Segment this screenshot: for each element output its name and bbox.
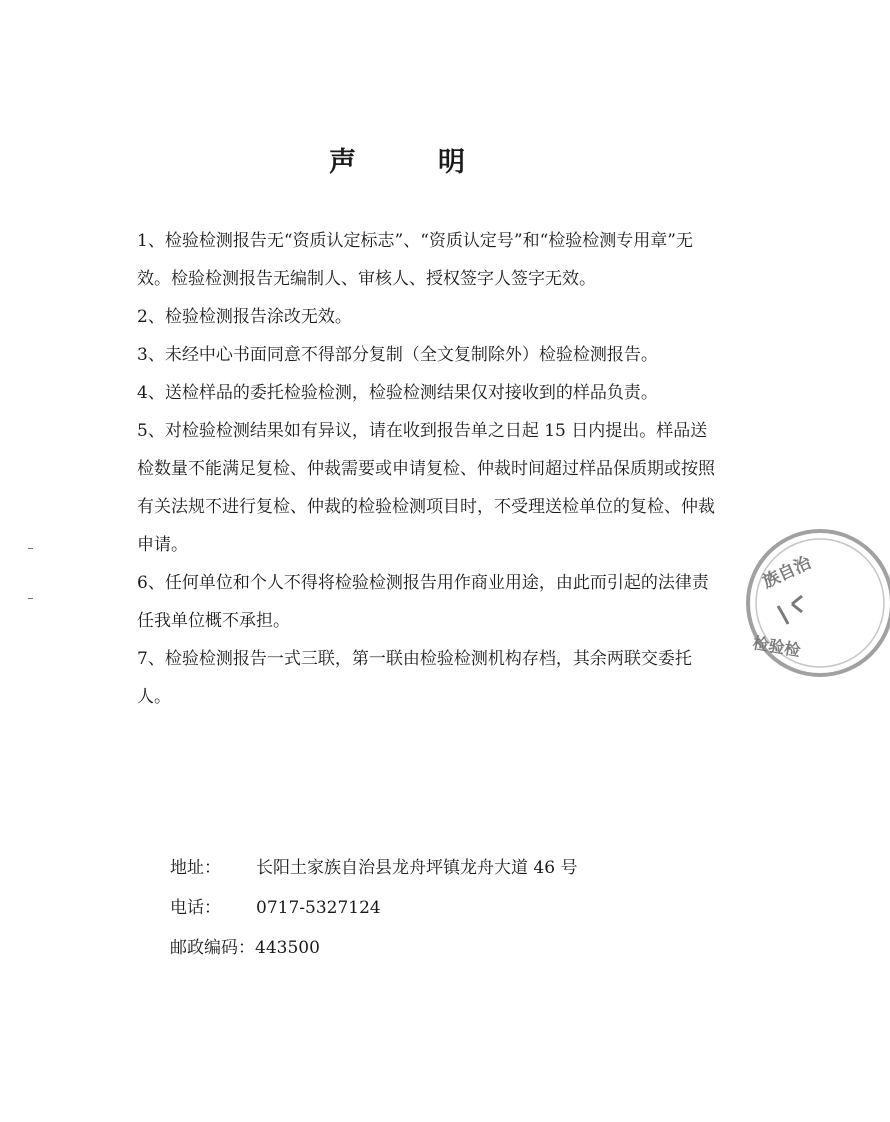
official-seal-stamp	[740, 518, 890, 688]
phone-row	[170, 888, 577, 928]
margin-mark	[28, 548, 33, 549]
svg-text:族自治: 族自治	[759, 552, 815, 593]
clause-1: 1、检验检测报告无“资质认定标志”、“资质认定号”和“检验检测专用章”无效。检验检测报告无编制人、审核人、授权签字人签字无效。	[137, 231, 693, 289]
declaration-body	[137, 222, 719, 716]
page-title	[0, 140, 794, 179]
title-char-left: 声	[329, 147, 356, 178]
clause-5: 5、对检验检测结果如有异议，请在收到报告单之日起 15 日内提出。样品送检数量不能满足复检、仲裁需要或申请复检、仲裁时间超过样品保质期或按照有关法规不进行复检、仲裁的检验检测项目时，不受理送检单位的复检、仲裁申请。	[137, 421, 715, 555]
svg-text:检验检: 检验检	[751, 633, 802, 661]
phone-label: 电话：	[170, 898, 221, 918]
contact-info	[170, 848, 577, 968]
clause-7: 7、检验检测报告一式三联，第一联由检验检测机构存档，其余两联交委托人。	[137, 649, 692, 707]
postcode-value: 443500	[255, 938, 320, 958]
address-row	[170, 848, 577, 888]
postcode-row	[170, 928, 577, 968]
clause-6: 6、任何单位和个人不得将检验检测报告用作商业用途，由此而引起的法律责任我单位概不承担。	[137, 573, 709, 631]
address-label: 地址：	[170, 858, 221, 878]
postcode-label: 邮政编码：	[170, 938, 255, 958]
phone-value: 0717-5327124	[256, 898, 381, 918]
clause-3: 3、未经中心书面同意不得部分复制（全文复制除外）检验检测报告。	[137, 345, 658, 365]
clause-2: 2、检验检测报告涂改无效。	[137, 307, 352, 327]
margin-mark	[28, 598, 33, 599]
title-char-right: 明	[438, 147, 465, 178]
address-value: 长阳土家族自治县龙舟坪镇龙舟大道 46 号	[256, 858, 578, 878]
clause-4: 4、送检样品的委托检验检测，检验检测结果仅对接收到的样品负责。	[137, 383, 658, 403]
